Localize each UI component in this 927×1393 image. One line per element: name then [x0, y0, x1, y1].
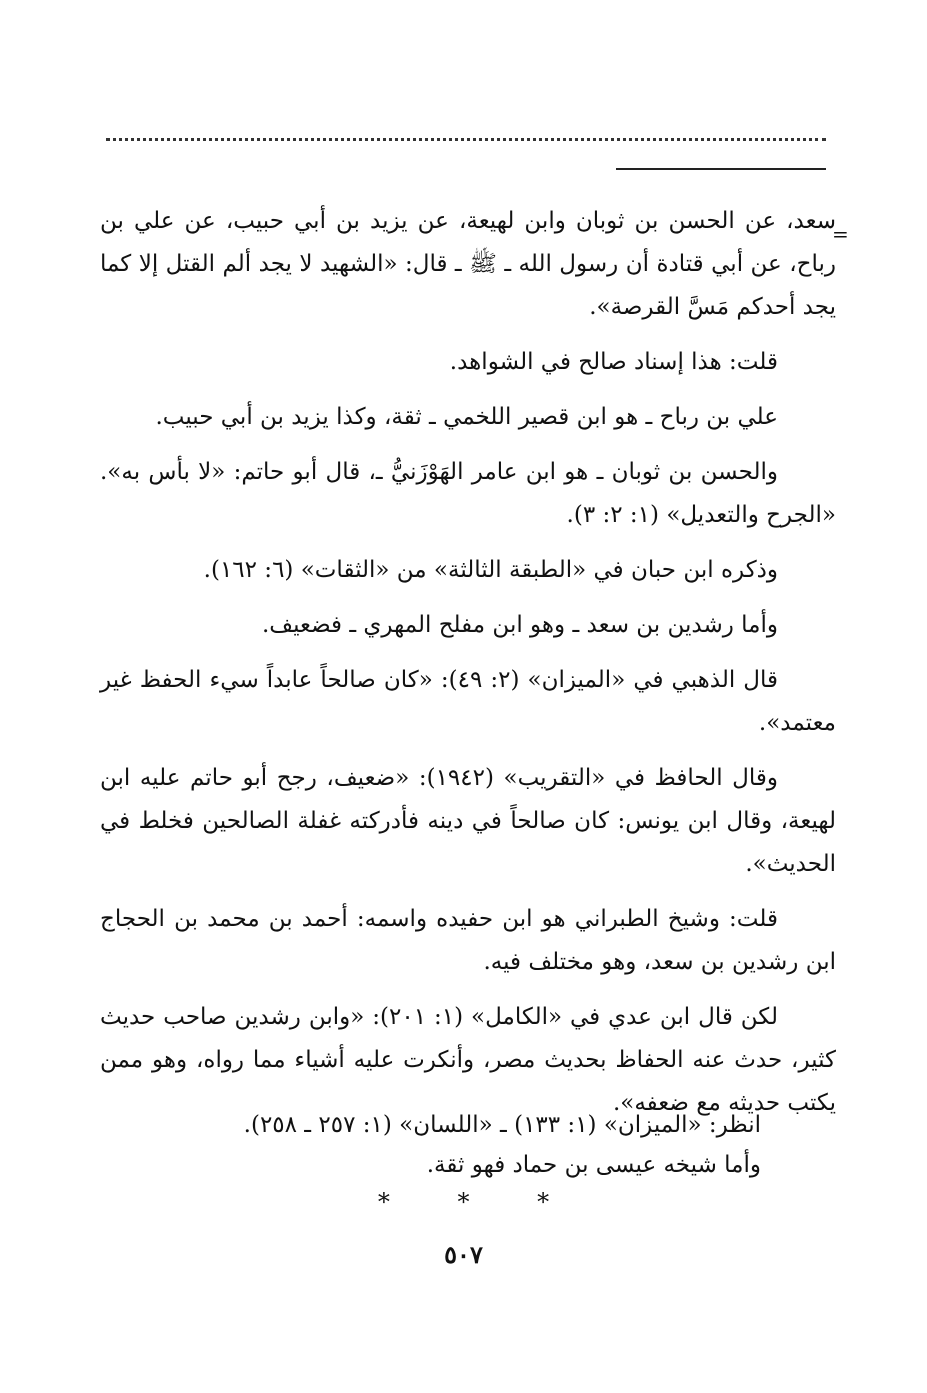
body-text	[100, 200, 836, 1137]
paragraph-6: وأما رشدين بن سعد ـ وهو ابن مفلح المهري ـ فضعيف.	[261, 612, 778, 638]
closing-lines	[161, 1105, 761, 1185]
paragraph-2: قلت: هذا إسناد صالح في الشواهد.	[449, 349, 778, 375]
paragraph-9: قلت: وشيخ الطبراني هو ابن حفيده واسمه: أحمد بن محمد بن الحجاج ابن رشدين بن سعد، وهو مختلف فيه.	[100, 906, 836, 975]
paragraph-4: والحسن بن ثوبان ـ هو ابن عامر الهَوْزَنيُّ ـ، قال أبو حاتم: «لا بأس به». «الجرح والتعديل» (١: ٢: ٣).	[100, 459, 836, 528]
separator-star: *	[457, 1188, 470, 1216]
paragraph-5: وذكره ابن حبان في «الطبقة الثالثة» من «الثقات» (٦: ١٦٢).	[203, 557, 778, 583]
continuation-mark: =	[832, 222, 849, 246]
paragraph-8: وقال الحافظ في «التقريب» (١٩٤٢): «ضعيف، رجح أبو حاتم عليه ابن لهيعة، وقال ابن يونس: كان صالحاً في دينه فأدركته غفلة الصالحين فخلط في الحديث».	[100, 765, 836, 877]
section-separator	[0, 1188, 927, 1216]
page-number: ٥٠٧	[444, 1240, 483, 1269]
footnote-rule	[616, 168, 826, 170]
paragraph-1: سعد، عن الحسن بن ثوبان وابن لهيعة، عن يزيد بن أبي حبيب، عن علي بن رباح، عن أبي قتادة أن رسول الله ـ ﷺ ـ قال: «الشهيد لا يجد ألم القتل إلا كما يجد أحدكم مَسَّ القرصة».	[100, 208, 836, 320]
reference-line: انظر: «الميزان» (١: ١٣٣) ـ «اللسان» (١: ٢٥٧ ـ ٢٥٨).	[243, 1112, 761, 1138]
paragraph-7: قال الذهبي في «الميزان» (٢: ٤٩): «كان صالحاً عابداً سيء الحفظ غير معتمد».	[100, 667, 836, 736]
paragraph-3: علي بن رباح ـ هو ابن قصير اللخمي ـ ثقة، وكذا يزيد بن أبي حبيب.	[155, 404, 778, 430]
paragraph-10: لكن قال ابن عدي في «الكامل» (١: ٢٠١): «وابن رشدين صاحب حديث كثير، حدث عنه الحفاظ بحديث مصر، وأنكرت عليه أشياء مما رواه، وهو ممن يكتب حديثه مع ضعفه».	[100, 1004, 836, 1116]
separator-star: *	[537, 1188, 550, 1216]
closing-line: وأما شيخه عيسى بن حماد فهو ثقة.	[426, 1152, 761, 1178]
separator-star: *	[377, 1188, 390, 1216]
dotted-separator	[106, 138, 826, 141]
